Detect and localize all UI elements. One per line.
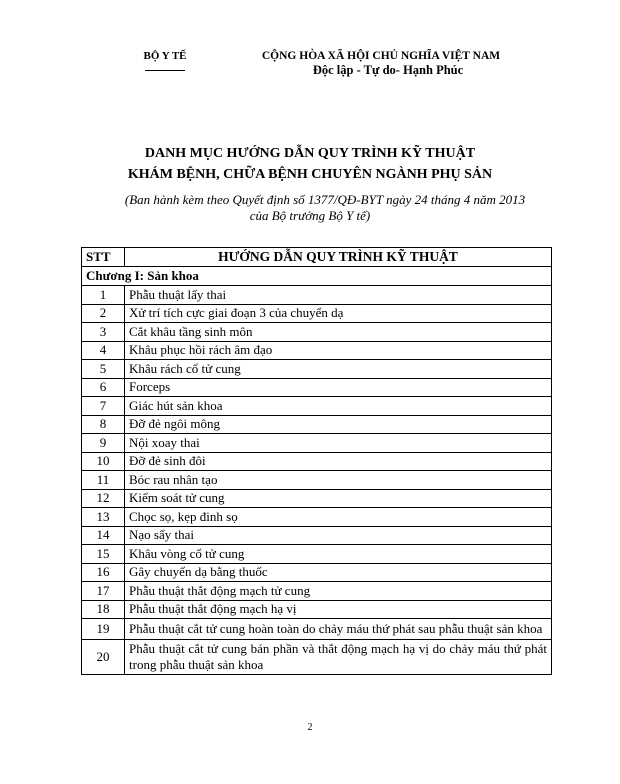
row-number: 18	[82, 600, 125, 619]
row-number: 8	[82, 415, 125, 434]
table-row	[82, 397, 552, 416]
table-row	[82, 378, 552, 397]
table-row	[82, 360, 552, 379]
row-number: 1	[82, 286, 125, 305]
table-row	[82, 619, 552, 640]
row-number: 9	[82, 434, 125, 453]
column-header-stt: STT	[82, 248, 125, 267]
page-number: 2	[307, 722, 313, 733]
table-header-row	[82, 248, 552, 267]
decision-reference-line-2: của Bộ trưởng Bộ Y tế)	[249, 208, 371, 223]
procedure-name: Xử trí tích cực giai đoạn 3 của chuyển dạ	[125, 304, 552, 323]
national-header	[250, 50, 512, 78]
procedure-name: Kiểm soát tử cung	[125, 489, 552, 508]
table-row	[82, 508, 552, 527]
table-row	[82, 415, 552, 434]
procedure-name: Phẫu thuật thắt động mạch hạ vị	[125, 600, 552, 619]
row-number: 3	[82, 323, 125, 342]
row-number: 14	[82, 526, 125, 545]
row-number: 7	[82, 397, 125, 416]
row-number: 4	[82, 341, 125, 360]
procedure-name: Chọc sọ, kẹp đinh sọ	[125, 508, 552, 527]
table-row	[82, 471, 552, 490]
procedure-name: Forceps	[125, 378, 552, 397]
table-row	[82, 489, 552, 508]
table-row	[82, 323, 552, 342]
ministry-header	[120, 50, 210, 71]
row-number: 10	[82, 452, 125, 471]
procedure-name: Phẫu thuật lấy thai	[125, 286, 552, 305]
procedure-name: Phẫu thuật cắt tử cung hoàn toàn do chảy máu thứ phát sau phẫu thuật sản khoa	[125, 619, 552, 640]
procedure-name: Gây chuyển dạ bằng thuốc	[125, 563, 552, 582]
procedure-table	[81, 247, 552, 675]
table-row	[82, 434, 552, 453]
table-row	[82, 341, 552, 360]
ministry-underline	[145, 70, 185, 71]
procedure-name: Bóc rau nhân tạo	[125, 471, 552, 490]
procedure-name: Đỡ đẻ ngôi mông	[125, 415, 552, 434]
row-number: 15	[82, 545, 125, 564]
document-title-line-2: KHÁM BỆNH, CHỮA BỆNH CHUYÊN NGÀNH PHỤ SẢN	[127, 167, 493, 182]
chapter-row	[82, 267, 552, 286]
procedure-name: Khâu vòng cổ tử cung	[125, 545, 552, 564]
table-row	[82, 563, 552, 582]
row-number: 5	[82, 360, 125, 379]
row-number: 13	[82, 508, 125, 527]
table-row	[82, 582, 552, 601]
table-row	[82, 545, 552, 564]
table-row	[82, 286, 552, 305]
procedure-name: Cắt khâu tầng sinh môn	[125, 323, 552, 342]
procedure-name: Nội xoay thai	[125, 434, 552, 453]
decision-reference-line-1: (Ban hành kèm theo Quyết định số 1377/QĐ-BYT ngày 24 tháng 4 năm 2013	[124, 192, 526, 207]
row-number: 6	[82, 378, 125, 397]
table-row	[82, 526, 552, 545]
procedure-name: Phẫu thuật thắt động mạch tử cung	[125, 582, 552, 601]
row-number: 19	[82, 619, 125, 640]
table-row	[82, 452, 552, 471]
row-number: 2	[82, 304, 125, 323]
ministry-name: BỘ Y TẾ	[143, 50, 187, 62]
table-row	[82, 639, 552, 674]
chapter-title: Chương I: Sản khoa	[82, 267, 552, 286]
procedure-name: Phẫu thuật cắt tử cung bán phần và thắt động mạch hạ vị do chảy máu thứ phát trong phẫu thuật sản khoa	[125, 639, 552, 674]
document-title-line-1: DANH MỤC HƯỚNG DẪN QUY TRÌNH KỸ THUẬT	[144, 146, 476, 161]
row-number: 16	[82, 563, 125, 582]
national-motto: Độc lập - Tự do- Hạnh Phúc	[312, 63, 464, 77]
procedure-name: Giác hút sản khoa	[125, 397, 552, 416]
country-name: CỘNG HÒA XÃ HỘI CHỦ NGHĨA VIỆT NAM	[261, 50, 501, 62]
procedure-name: Nạo sẩy thai	[125, 526, 552, 545]
column-header-procedure: HƯỚNG DẪN QUY TRÌNH KỸ THUẬT	[125, 248, 552, 267]
procedure-name: Đỡ đẻ sinh đôi	[125, 452, 552, 471]
table-row	[82, 304, 552, 323]
row-number: 11	[82, 471, 125, 490]
row-number: 17	[82, 582, 125, 601]
table-row	[82, 600, 552, 619]
row-number: 12	[82, 489, 125, 508]
procedure-name: Khâu phục hồi rách âm đạo	[125, 341, 552, 360]
row-number: 20	[82, 639, 125, 674]
procedure-name: Khâu rách cổ tử cung	[125, 360, 552, 379]
